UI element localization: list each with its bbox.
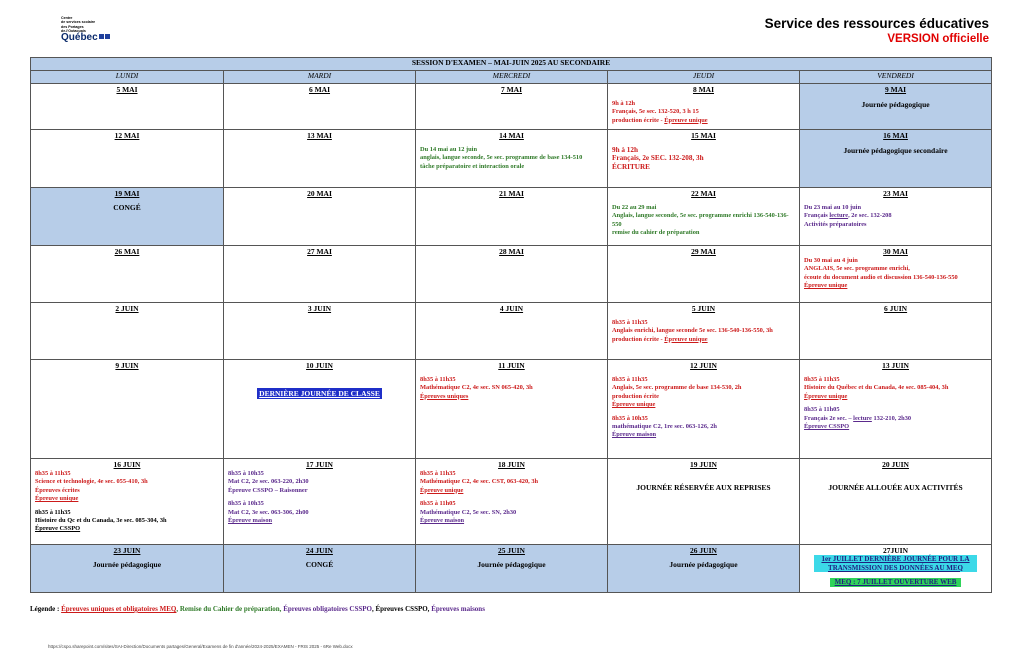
exam-entry: 8h35 à 11h35 Histoire du Qc et du Canada, 3e sec. 085-304, 3h Épreuve CSSPO [35,508,167,533]
session-title: SESSION D'EXAMEN – MAI-JUIN 2025 AU SECONDAIRE [31,58,992,71]
week-row [31,545,992,593]
date-label: 12 JUIN [690,361,717,370]
date-label: 13 MAI [307,131,332,140]
week-row [31,459,992,545]
date-label: 26 MAI [114,247,140,256]
week-row [31,246,992,303]
day-note: Journée pédagogique secondaire [843,146,948,155]
version-label: VERSION officielle [887,33,989,45]
legend-item-csspo-obligatoires: Épreuves obligatoires CSSPO [283,605,372,613]
legend-item-cahier: , Remise du Cahier de préparation, [176,605,284,613]
exam-entry: Du 14 mai au 12 juin anglais, langue seconde, 5e sec. programme de base 134-510 tâche préparatoire et interaction orale [420,146,583,170]
day-cell [224,360,416,459]
day-cell [224,130,416,188]
day-cell [800,84,992,130]
date-label: 30 MAI [883,247,908,256]
day-cell [224,84,416,130]
exam-entry: Du 30 mai au 4 juin ANGLAIS, 5e sec. programme enrichi, écoute du document audio et discussion 136-540-136-550 Épreuve unique [804,257,958,290]
date-label: 19 MAI [114,189,140,198]
day-cell [31,303,224,360]
day-note: Journée pédagogique [669,560,738,569]
date-label: 22 MAI [691,189,716,198]
exam-entry: 8h35 à 10h35 mathématique C2, 1re sec. 063-126, 2h Épreuve maison [612,414,717,439]
day-cell [31,459,224,545]
day-cell [416,188,608,246]
day-note: Journée pédagogique [92,560,162,569]
date-label: 5 MAI [116,85,138,94]
date-label: 15 MAI [691,131,716,140]
date-label: 20 JUIN [882,460,909,469]
week-row [31,188,992,246]
exam-entry: Du 23 mai au 10 juin Français lecture, 2e sec. 132-208 Activités préparatoires [804,204,892,228]
date-label: 27JUIN [883,546,909,555]
day-cell [608,246,800,303]
day-cell [31,360,224,459]
exam-entry: 8h35 à 10h35 Mat C2, 3e sec. 063-306, 2h00 Épreuve maison [228,500,309,525]
day-cell [224,246,416,303]
day-cell [416,360,608,459]
exam-entry: 9h à 12h Français, 5e sec. 132-520, 3 h 15 production écrite - Épreuve unique [612,100,708,124]
day-note: CONGÉ [113,203,141,212]
day-cell [800,130,992,188]
day-cell [416,84,608,130]
exam-entry: 8h35 à 11h05 Français 2e sec. – lecture 132-210, 2h30 Épreuve CSSPO [804,406,912,431]
fleur-de-lys-icon [99,34,104,39]
date-label: 11 JUIN [498,361,525,370]
exam-entry: 8h35 à 11h35 Science et technologie, 4e sec. 055-410, 3h Épreuves écrites Épreuve unique [35,470,148,503]
day-cell [416,459,608,545]
day-cell [800,246,992,303]
week-row [31,130,992,188]
last-class-day-note: DERNIÈRE JOURNÉE DE CLASSE [259,389,380,398]
date-label: 10 JUIN [306,361,333,370]
date-label: 2 JUIN [115,304,139,313]
date-label: 16 JUIN [113,460,141,469]
day-cell [800,188,992,246]
exam-entry: 8h35 à 11h35 Mathématique C2, 4e sec. CST, 063-420, 3h Épreuve unique [420,470,539,494]
day-note: Journée pédagogique [477,560,546,569]
day-cell [416,130,608,188]
day-cell [31,130,224,188]
day-cell [224,303,416,360]
day-header-wednesday: MERCREDI [416,71,608,84]
day-cell [416,246,608,303]
week-row [31,303,992,360]
day-cell [608,84,800,130]
legend: Légende : Épreuves uniques et obligatoires MEQ, Remise du Cahier de préparation, Épreuves obligatoires CSSPO, Épreuves CSSPO, Épreuves maisons [30,605,485,613]
date-label: 4 JUIN [499,304,524,313]
legend-item-maison: Épreuves maisons [431,605,485,613]
date-label: 9 MAI [885,85,907,94]
day-header-monday: LUNDI [31,71,224,84]
exam-entry: 8h35 à 11h35 Anglais enrichi, langue seconde 5e sec. 136-540-136-550, 3h production écrite - Épreuve unique [612,319,773,343]
day-cell [416,545,608,593]
date-label: 28 MAI [499,247,524,256]
meq-transmission-note: 1er JUILLET DERNIÈRE JOURNÉE POUR LA TRANSMISSION DES DONNÉES AU MEQ [814,555,977,572]
date-label: 23 JUIN [113,546,141,555]
date-label: 12 MAI [114,131,140,140]
day-cell [800,459,992,545]
day-cell [31,84,224,130]
exam-entry: 9h à 12h Français, 2e SEC. 132-208, 3h ÉCRITURE [612,146,704,171]
day-cell [31,246,224,303]
day-cell [608,130,800,188]
day-cell [608,459,800,545]
day-note: Journée pédagogique [861,100,930,109]
date-label: 3 JUIN [307,304,332,313]
week-row [31,360,992,459]
date-label: 16 MAI [883,131,908,140]
day-note: CONGÉ [305,560,334,569]
day-cell [608,188,800,246]
day-header-thursday: JEUDI [608,71,800,84]
day-cell [224,188,416,246]
week-row [31,84,992,130]
service-title: Service des ressources éducatives [764,16,989,31]
day-cell [800,303,992,360]
date-label: 7 MAI [500,85,523,94]
date-label: 19 JUIN [690,460,717,469]
date-label: 18 JUIN [498,460,525,469]
fleur-de-lys-icon [105,34,110,39]
day-cell [800,360,992,459]
date-label: 6 MAI [308,85,331,94]
day-cell [800,545,992,593]
day-cell [416,303,608,360]
day-note: JOURNÉE RÉSERVÉE AUX REPRISES [636,483,771,492]
exam-entry: 8h35 à 11h35 Anglais, 5e sec. programme de base 134-530, 2h production écrite Épreuve unique [612,376,742,409]
date-label: 14 MAI [499,131,524,140]
meq-web-opening-note: MEQ : 7 JUILLET OUVERTURE WEB [830,578,961,587]
date-label: 21 MAI [499,189,524,198]
day-cell [608,360,800,459]
exam-entry: Du 22 au 29 mai Anglais, langue seconde, 5e sec. programme enrichi 136-540-136-550 remise du cahier de préparation [612,204,789,237]
date-label: 5 JUIN [691,304,716,313]
exam-entry: 8h35 à 11h35 Mathématique C2, 4e sec. SN 065-420, 3h Épreuves uniques [420,376,533,400]
document-path-footer: https://cspo.sharepoint.com/sites/SAI-Direction/Documents partages/General/Examens de fin d'année/2024-2025/EXAMEN - FRIS 2025 - 6Re Web.docx [48,644,353,649]
day-cell [608,303,800,360]
date-label: 27 MAI [307,247,332,256]
date-label: 8 MAI [692,85,715,94]
day-header-tuesday: MARDI [224,71,416,84]
date-label: 17 JUIN [306,460,333,469]
day-cell [31,188,224,246]
exam-entry: 8h35 à 11h35 Histoire du Québec et du Canada, 4e sec. 085-404, 3h Épreuve unique [804,376,949,400]
exam-entry: 8h35 à 10h35 Mat C2, 2e sec. 063-220, 2h30 Épreuve CSSPO – Raisonner [228,470,309,494]
date-label: 6 JUIN [883,304,908,313]
date-label: 9 JUIN [115,361,139,370]
legend-item-csspo: , Épreuves CSSPO, [372,605,432,613]
exam-entry: 8h35 à 11h05 Mathématique C2, 5e sec. SN, 2h30 Épreuve maison [420,500,517,525]
day-cell [31,545,224,593]
date-label: 13 JUIN [882,361,909,370]
date-label: 29 MAI [691,247,716,256]
exam-calendar [30,57,992,593]
date-label: 20 MAI [307,189,332,198]
day-header-friday: VENDREDI [800,71,992,84]
date-label: 23 MAI [883,189,908,198]
day-cell [224,459,416,545]
date-label: 25 JUIN [498,546,525,555]
date-label: 26 JUIN [690,546,717,555]
quebec-wordmark: Québec [61,32,110,43]
logo-text: Centre de services scolaire des Portages de-l'Outaouais [61,16,96,33]
legend-item-meq: Épreuves uniques et obligatoires MEQ [61,605,177,613]
day-cell [224,545,416,593]
cssp-logo [61,16,131,44]
date-label: 24 JUIN [306,546,333,555]
document-header [765,16,989,45]
day-cell [608,545,800,593]
day-note: JOURNÉE ALLOUÉE AUX ACTIVITÉS [828,483,963,492]
